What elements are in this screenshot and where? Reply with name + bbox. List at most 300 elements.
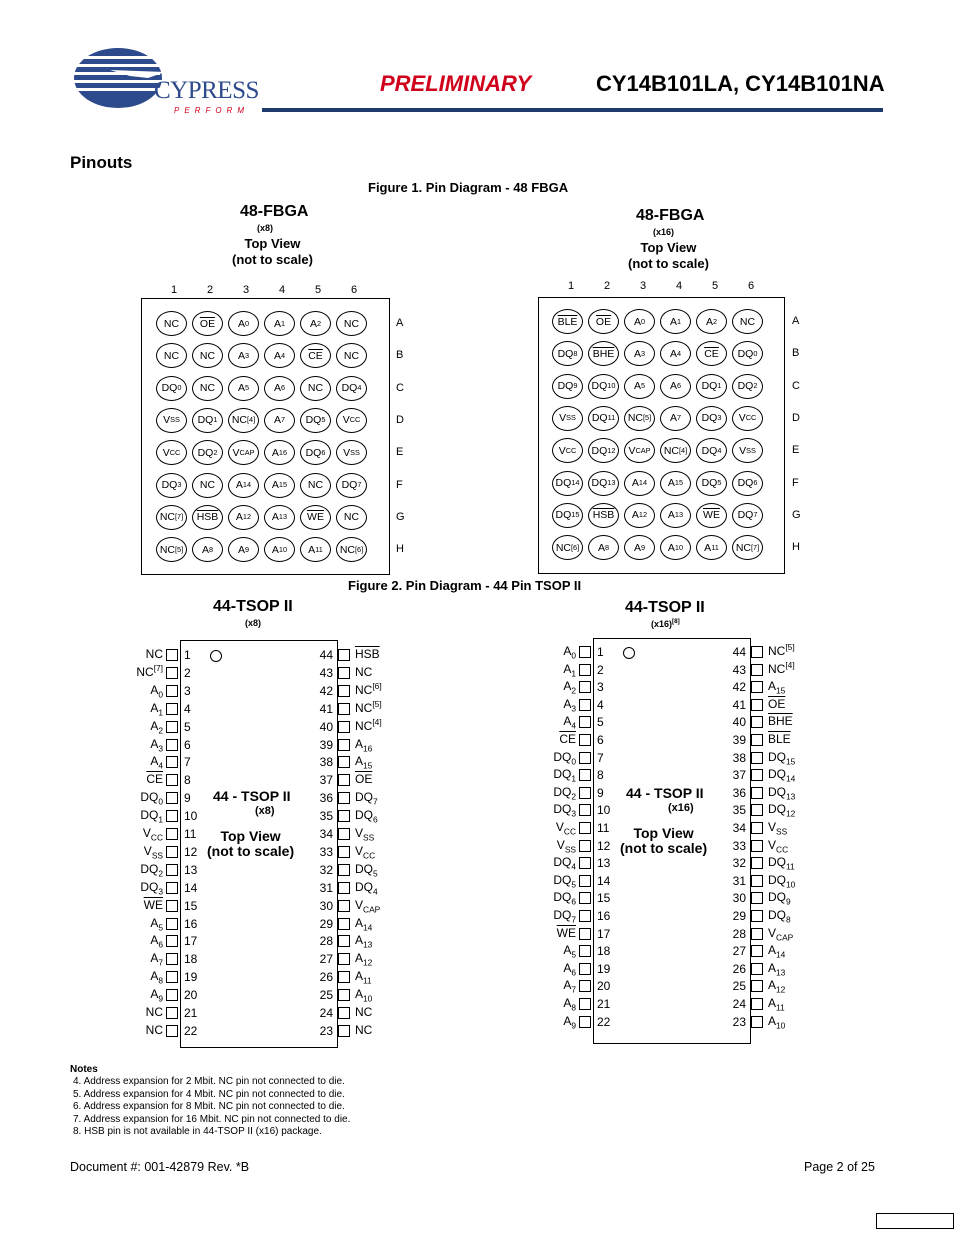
tsop-pin-number: 5 — [184, 719, 191, 734]
tsop-pin-pad — [338, 792, 350, 804]
tsop-pin-number: 20 — [184, 988, 198, 1003]
logo-tagline: PERFORM — [174, 106, 249, 115]
tsop-pin-pad — [166, 971, 178, 983]
tsop-pin-number: 30 — [732, 891, 746, 906]
tsop-pin-number: 26 — [732, 961, 746, 976]
tsop-pin-pad — [751, 1016, 763, 1028]
tsop-pin-number: 25 — [732, 979, 746, 994]
tsop-pin-pad — [751, 875, 763, 887]
tsop-pin-pad — [751, 892, 763, 904]
pin1-marker — [210, 650, 222, 662]
tsop-pin-pad — [751, 716, 763, 728]
fbga-package-outline — [538, 297, 785, 574]
tsop-inner-title: 44 - TSOP II — [213, 788, 291, 804]
fbga-ball: NC [4] — [660, 438, 691, 463]
fbga-ball: NC — [300, 376, 331, 401]
tsop-pin-pad — [751, 699, 763, 711]
tsop-pin-name: $A_5$ — [150, 915, 163, 932]
fbga-ball: DQ 4 — [696, 438, 727, 463]
fbga-column-label: 5 — [712, 280, 719, 292]
tsop-pin-pad — [166, 649, 178, 661]
fbga-ball: A 0 — [624, 309, 655, 334]
tsop-pin-number: 6 — [184, 737, 191, 752]
tsop-pin-pad — [338, 989, 350, 1001]
document-number: Document #: 001-42879 Rev. *B — [70, 1160, 250, 1174]
tsop-pin-name: $A_{14}$ — [355, 915, 373, 932]
fbga-package-outline — [141, 298, 390, 575]
tsop-pin-name: $V_{CC}$ — [555, 820, 576, 837]
fbga-ball: A 1 — [264, 311, 295, 336]
tsop-pin-pad — [751, 945, 763, 957]
fbga-ball: A 3 — [624, 341, 655, 366]
fbga-ball: NC — [732, 309, 763, 334]
tsop-pin-pad — [579, 910, 591, 922]
page-number: Page 2 of 25 — [804, 1160, 875, 1174]
tsop-pin-name: $DQ_4$ — [553, 855, 576, 872]
tsop-pin-name: $\overline{BLE}$ — [768, 732, 791, 746]
fbga-column-label: 5 — [315, 284, 322, 296]
tsop-pin-name: $DQ_3$ — [553, 802, 576, 819]
tsop-pin-number: 13 — [597, 856, 611, 871]
tsop-pin-number: 29 — [732, 909, 746, 923]
tsop-pin-number: 17 — [597, 926, 611, 941]
tsop-pin-pad — [751, 910, 763, 922]
tsop-pin-name: $DQ_7$ — [553, 908, 576, 925]
fbga-ball: NC [7] — [156, 505, 187, 530]
tsop-pin-name: $DQ_1$ — [553, 767, 576, 784]
fbga-ball: DQ 5 — [300, 408, 331, 433]
tsop-pin-name: NC[5] — [355, 698, 382, 715]
tsop-pin-name: NC — [355, 1005, 373, 1019]
fbga-ball: NC — [336, 311, 367, 336]
tsop-pin-number: 42 — [732, 680, 746, 695]
tsop-pin-name: $\overline{OE}$ — [355, 772, 373, 787]
tsop-pin-pad — [579, 980, 591, 992]
fbga-ball: V SS — [156, 408, 187, 433]
fbga-column-label: 2 — [207, 284, 214, 296]
tsop-pin-name: $DQ_2$ — [140, 861, 163, 879]
tsop-pin-name: $A_2$ — [563, 679, 576, 696]
tsop-pin-number: 34 — [732, 821, 746, 835]
tsop-pin-pad — [166, 810, 178, 822]
fbga-ball: DQ 15 — [552, 503, 583, 528]
fbga-ball: DQ 7 — [732, 503, 763, 528]
tsop-pin-pad — [338, 918, 350, 930]
tsop-pin-name: $A_8$ — [563, 996, 576, 1013]
tsop-pin-pad — [579, 928, 591, 940]
tsop-pin-name: $A_6$ — [563, 960, 576, 978]
fbga-ball: A 13 — [660, 503, 691, 528]
tsop-pin-number: 27 — [319, 952, 333, 967]
tsop-pin-pad — [338, 774, 350, 786]
fbga-ball: A 0 — [228, 311, 259, 336]
fbga-row-label: D — [396, 413, 404, 426]
fbga-ball: $\overline{HSB}$ — [192, 505, 223, 530]
fbga-column-label: 6 — [748, 280, 755, 292]
tsop-pin-name: $A_5$ — [563, 943, 576, 960]
tsop-pin-name: $A_{10}$ — [355, 987, 373, 1004]
tsop-pin-pad — [751, 840, 763, 852]
tsop-pin-name: $A_{16}$ — [355, 736, 373, 753]
fbga-row-label: B — [792, 347, 800, 360]
tsop-pin-number: 23 — [319, 1023, 333, 1038]
tsop-pin-number: 28 — [732, 926, 746, 941]
note-8: 8. HSB pin is not available in 44-TSOP II (x16) package. — [73, 1126, 322, 1137]
fbga-ball: A 9 — [228, 537, 259, 562]
tsop-pin-name: $A_0$ — [563, 644, 576, 661]
tsop-pin-name: $DQ_{14}$ — [768, 767, 796, 784]
fbga-ball: A 10 — [660, 535, 691, 560]
tsop-pin-name: $A_7$ — [563, 978, 576, 995]
tsop-pin-name: $DQ_{13}$ — [768, 784, 796, 802]
tsop-pin-pad — [579, 734, 591, 746]
tsop-pin-pad — [338, 721, 350, 733]
fbga-ball: $\overline{BHE}$ — [588, 341, 619, 366]
fbga-ball: NC [7] — [732, 535, 763, 560]
tsop-pin-pad — [751, 787, 763, 799]
tsop-pin-pad — [579, 716, 591, 728]
tsop-pin-number: 29 — [319, 916, 333, 931]
tsop-pin-number: 31 — [732, 873, 746, 888]
fbga-subtitle: (x16) — [653, 227, 675, 237]
tsop-pin-name: $A_{10}$ — [768, 1013, 786, 1030]
tsop-pin-name: NC[4] — [768, 659, 795, 676]
tsop-pin-number: 8 — [184, 773, 191, 788]
tsop-pin-number: 16 — [597, 909, 611, 923]
fbga-ball: $\overline{BLE}$ — [552, 309, 583, 334]
tsop-pin-number: 8 — [597, 768, 604, 783]
fbga-ball: NC — [192, 343, 223, 368]
tsop-pin-name: $A_{15}$ — [355, 754, 373, 771]
tsop-pin-number: 1 — [597, 645, 604, 659]
tsop-subtitle: (x8) — [245, 618, 262, 628]
tsop-pin-number: 44 — [319, 648, 333, 662]
tsop-pin-number: 10 — [597, 803, 611, 818]
fbga-ball: NC [4] — [228, 408, 259, 433]
fbga-ball: A 8 — [192, 537, 223, 562]
fbga-ball: DQ 2 — [732, 374, 763, 399]
tsop-pin-number: 33 — [732, 838, 746, 853]
tsop-pin-name: NC — [145, 1005, 163, 1019]
tsop-pin-pad — [338, 864, 350, 876]
tsop-pin-pad — [579, 752, 591, 764]
tsop-pin-number: 35 — [732, 803, 746, 818]
fbga-column-label: 1 — [568, 280, 575, 292]
tsop-pin-number: 34 — [319, 827, 333, 841]
fbga-column-label: 3 — [640, 280, 647, 292]
tsop-pin-pad — [166, 667, 178, 679]
tsop-pin-number: 19 — [184, 970, 198, 985]
tsop-pin-pad — [338, 810, 350, 822]
fbga-ball: V CC — [156, 440, 187, 465]
tsop-pin-name: $A_9$ — [150, 987, 163, 1004]
fbga-ball: NC [5] — [156, 537, 187, 562]
fbga-ball: A 11 — [300, 537, 331, 562]
fbga-column-label: 1 — [171, 284, 178, 296]
fbga-ball: V CC — [552, 438, 583, 463]
tsop-pin-name: NC — [355, 664, 373, 679]
tsop-pin-pad — [751, 980, 763, 992]
tsop-pin-name: $A_7$ — [150, 951, 163, 968]
pin1-marker — [623, 647, 635, 659]
fbga-ball: DQ 0 — [156, 376, 187, 401]
tsop-pin-pad — [579, 681, 591, 693]
fbga-ball: $\overline{WE}$ — [300, 505, 331, 530]
tsop-pin-number: 12 — [597, 838, 611, 853]
fbga-ball: A 16 — [264, 440, 295, 465]
tsop-pin-number: 10 — [184, 809, 198, 824]
fbga-ball: A 12 — [624, 503, 655, 528]
fbga-ball: A 7 — [264, 408, 295, 433]
fbga-ball: A 8 — [588, 535, 619, 560]
tsop-pin-pad — [751, 963, 763, 975]
fbga-title: 48-FBGA — [636, 207, 705, 224]
tsop-pin-number: 3 — [184, 683, 191, 698]
tsop-title: 44-TSOP II — [625, 599, 705, 616]
tsop-pin-name: $A_{11}$ — [355, 969, 372, 986]
tsop-pin-pad — [338, 703, 350, 715]
tsop-pin-pad — [166, 756, 178, 768]
tsop-pin-name: $DQ_5$ — [553, 872, 576, 890]
tsop-pin-pad — [579, 646, 591, 658]
fbga-ball: DQ 1 — [192, 408, 223, 433]
tsop-pin-name: $DQ_{11}$ — [768, 855, 795, 872]
tsop-pin-name: $A_{14}$ — [768, 943, 786, 960]
tsop-pin-pad — [338, 846, 350, 858]
fbga-row-label: C — [396, 381, 404, 394]
fbga-ball: $\overline{HSB}$ — [588, 503, 619, 528]
tsop-pin-number: 7 — [597, 750, 604, 765]
fbga-ball: A 12 — [228, 505, 259, 530]
tsop-pin-name: $\overline{CE}$ — [559, 732, 576, 746]
figure2-caption: Figure 2. Pin Diagram - 44 Pin TSOP II — [348, 578, 582, 593]
fbga-ball: A 7 — [660, 406, 691, 431]
tsop-pin-pad — [579, 892, 591, 904]
tsop-pin-number: 38 — [319, 755, 333, 770]
fbga-ball: A 5 — [228, 376, 259, 401]
tsop-pin-number: 4 — [597, 697, 604, 712]
tsop-pin-pad — [166, 935, 178, 947]
tsop-pin-number: 5 — [597, 715, 604, 730]
tsop-pin-name: $A_{12}$ — [355, 951, 373, 968]
tsop-pin-name: $A_3$ — [150, 736, 163, 753]
fbga-ball: DQ 14 — [552, 471, 583, 496]
tsop-pin-number: 43 — [319, 665, 333, 680]
fbga-ball: A 10 — [264, 537, 295, 562]
tsop-pin-number: 32 — [319, 862, 333, 877]
tsop-pin-name: NC — [145, 1022, 163, 1037]
tsop-pin-number: 27 — [732, 944, 746, 959]
tsop-pin-name: $A_{15}$ — [768, 679, 786, 696]
tsop-pin-pad — [579, 699, 591, 711]
tsop-pin-number: 11 — [597, 821, 610, 835]
tsop-pin-name: $A_{13}$ — [768, 960, 786, 978]
fbga-ball: DQ 3 — [696, 406, 727, 431]
tsop-pin-number: 22 — [597, 1014, 611, 1029]
fbga-ball: NC — [336, 343, 367, 368]
tsop-pin-number: 7 — [184, 755, 191, 770]
fbga-ball: A 2 — [300, 311, 331, 336]
tsop-pin-number: 22 — [184, 1023, 198, 1038]
tsop-pin-pad — [338, 667, 350, 679]
tsop-pin-number: 12 — [184, 844, 198, 859]
fbga-column-label: 2 — [604, 280, 611, 292]
tsop-pin-pad — [166, 1025, 178, 1037]
tsop-subtitle: (x16)[8] — [651, 618, 680, 629]
tsop-pin-pad — [751, 734, 763, 746]
tsop-pin-number: 40 — [319, 719, 333, 734]
tsop-pin-number: 39 — [319, 737, 333, 752]
tsop-pin-name: $DQ_1$ — [140, 808, 163, 825]
tsop-pin-pad — [166, 1007, 178, 1019]
fbga-ball: $\overline{OE}$ — [588, 309, 619, 334]
tsop-pin-name: $DQ_7$ — [355, 790, 378, 807]
tsop-pin-name: $\overline{BHE}$ — [768, 714, 793, 729]
fbga-row-label: A — [792, 315, 800, 327]
tsop-pin-name: $A_9$ — [563, 1013, 576, 1030]
tsop-pin-pad — [579, 998, 591, 1010]
tsop-pin-pad — [751, 646, 763, 658]
tsop-pin-pad — [338, 935, 350, 947]
fbga-view-label: Top View (not to scale) — [628, 240, 709, 271]
fbga-ball: DQ 1 — [696, 374, 727, 399]
fbga-ball: V SS — [336, 440, 367, 465]
tsop-pin-number: 18 — [597, 944, 611, 959]
tsop-pin-name: $DQ_{12}$ — [768, 802, 796, 819]
tsop-pin-number: 25 — [319, 988, 333, 1003]
fbga-row-label: H — [396, 543, 404, 556]
fbga-ball: A 4 — [660, 341, 691, 366]
tsop-pin-number: 13 — [184, 862, 198, 877]
tsop-pin-number: 37 — [732, 768, 746, 783]
fbga-ball: DQ 7 — [336, 473, 367, 498]
tsop-pin-name: $A_1$ — [563, 661, 576, 678]
tsop-pin-pad — [579, 787, 591, 799]
fbga-ball: A 11 — [696, 535, 727, 560]
fbga-ball: A 6 — [660, 374, 691, 399]
tsop-pin-number: 44 — [732, 645, 746, 659]
notes-title: Notes — [70, 1064, 98, 1075]
tsop-inner-subtitle: (x16) — [668, 802, 694, 814]
fbga-row-label: E — [396, 446, 404, 459]
tsop-pin-name: NC — [355, 1022, 373, 1037]
fbga-row-label: B — [396, 349, 404, 362]
note-7: 7. Address expansion for 16 Mbit. NC pin not connected to die. — [73, 1114, 351, 1125]
tsop-pin-name: $A_4$ — [150, 754, 163, 771]
tsop-pin-number: 36 — [732, 785, 746, 800]
fbga-row-label: C — [792, 379, 800, 392]
note-4: 4. Address expansion for 2 Mbit. NC pin not connected to die. — [73, 1076, 345, 1087]
fbga-row-label: E — [792, 444, 800, 457]
tsop-pin-pad — [751, 822, 763, 834]
fbga-ball: A 4 — [264, 343, 295, 368]
fbga-ball: NC [5] — [624, 406, 655, 431]
tsop-pin-number: 31 — [319, 880, 333, 895]
section-title: Pinouts — [70, 153, 133, 172]
figure1-caption: Figure 1. Pin Diagram - 48 FBGA — [368, 180, 569, 195]
fbga-view-label: Top View (not to scale) — [232, 236, 313, 267]
tsop-pin-number: 9 — [184, 791, 191, 806]
tsop-pin-name: $A_2$ — [150, 718, 163, 735]
tsop-pin-name: $A_8$ — [150, 969, 163, 986]
tsop-pin-pad — [166, 739, 178, 751]
cypress-logo — [70, 42, 259, 122]
fbga-ball: DQ 5 — [696, 471, 727, 496]
fbga-ball: DQ 2 — [192, 440, 223, 465]
tsop-pin-number: 41 — [319, 701, 333, 716]
tsop-pin-name: $\overline{HSB}$ — [355, 647, 380, 661]
tsop-pin-name: $DQ_5$ — [355, 861, 378, 879]
tsop-pin-name: NC[7] — [136, 662, 163, 679]
fbga-ball: DQ 13 — [588, 471, 619, 496]
fbga-column-label: 4 — [279, 284, 286, 296]
fbga-ball: $\overline{OE}$ — [192, 311, 223, 336]
tsop-pin-number: 14 — [597, 873, 611, 888]
document-title: CY14B101LA, CY14B101NA — [596, 71, 885, 96]
tsop-pin-name: $\overline{OE}$ — [768, 696, 786, 711]
tsop-pin-name: $V_{SS}$ — [556, 837, 576, 854]
tsop-pin-number: 24 — [319, 1006, 333, 1020]
header-rule — [262, 108, 883, 112]
tsop-pin-pad — [166, 685, 178, 697]
note-6: 6. Address expansion for 8 Mbit. NC pin not connected to die. — [73, 1101, 345, 1112]
tsop-pin-number: 24 — [732, 997, 746, 1011]
tsop-pin-pad — [338, 1007, 350, 1019]
fbga-ball: A 6 — [264, 376, 295, 401]
fbga-row-label: G — [396, 510, 405, 523]
tsop-pin-pad — [579, 857, 591, 869]
tsop-view-label: Top View (not to scale) — [620, 825, 708, 856]
fbga-ball: DQ 6 — [732, 471, 763, 496]
tsop-pin-number: 9 — [597, 785, 604, 800]
preliminary-label: PRELIMINARY — [380, 71, 532, 96]
tsop-pin-name: $A_1$ — [150, 700, 163, 718]
tsop-pin-name: NC[4] — [355, 716, 382, 733]
tsop-pin-pad — [338, 971, 350, 983]
tsop-pin-pad — [166, 703, 178, 715]
fbga-ball: $\overline{CE}$ — [696, 341, 727, 366]
fbga-ball: DQ 4 — [336, 376, 367, 401]
fbga-ball: NC — [156, 311, 187, 336]
tsop-pin-pad — [338, 756, 350, 768]
tsop-pin-number: 15 — [184, 898, 198, 913]
tsop-pin-pad — [166, 846, 178, 858]
tsop-pin-pad — [751, 664, 763, 676]
tsop-pin-pad — [166, 864, 178, 876]
tsop-pin-number: 20 — [597, 979, 611, 994]
fbga-ball: A 14 — [624, 471, 655, 496]
tsop-pin-name: $DQ_0$ — [140, 790, 163, 807]
tsop-pin-name: $A_0$ — [150, 682, 163, 700]
tsop-pin-name: $A_{13}$ — [355, 933, 373, 950]
fbga-ball: NC — [156, 343, 187, 368]
fbga-ball: NC — [192, 473, 223, 498]
fbga-ball: $\overline{CE}$ — [300, 343, 331, 368]
tsop-pin-name: $V_{CAP}$ — [768, 925, 794, 942]
tsop-pin-pad — [579, 822, 591, 834]
fbga-row-label: F — [396, 478, 403, 491]
tsop-pin-pad — [579, 945, 591, 957]
fbga-ball: DQ 12 — [588, 438, 619, 463]
tsop-pin-number: 40 — [732, 715, 746, 730]
tsop-pin-number: 15 — [597, 891, 611, 906]
tsop-pin-pad — [338, 739, 350, 751]
fbga-ball: DQ 0 — [732, 341, 763, 366]
fbga-ball: DQ 9 — [552, 374, 583, 399]
tsop-pin-number: 21 — [597, 997, 611, 1011]
tsop-pin-pad — [338, 828, 350, 840]
fbga-column-label: 4 — [676, 280, 683, 292]
